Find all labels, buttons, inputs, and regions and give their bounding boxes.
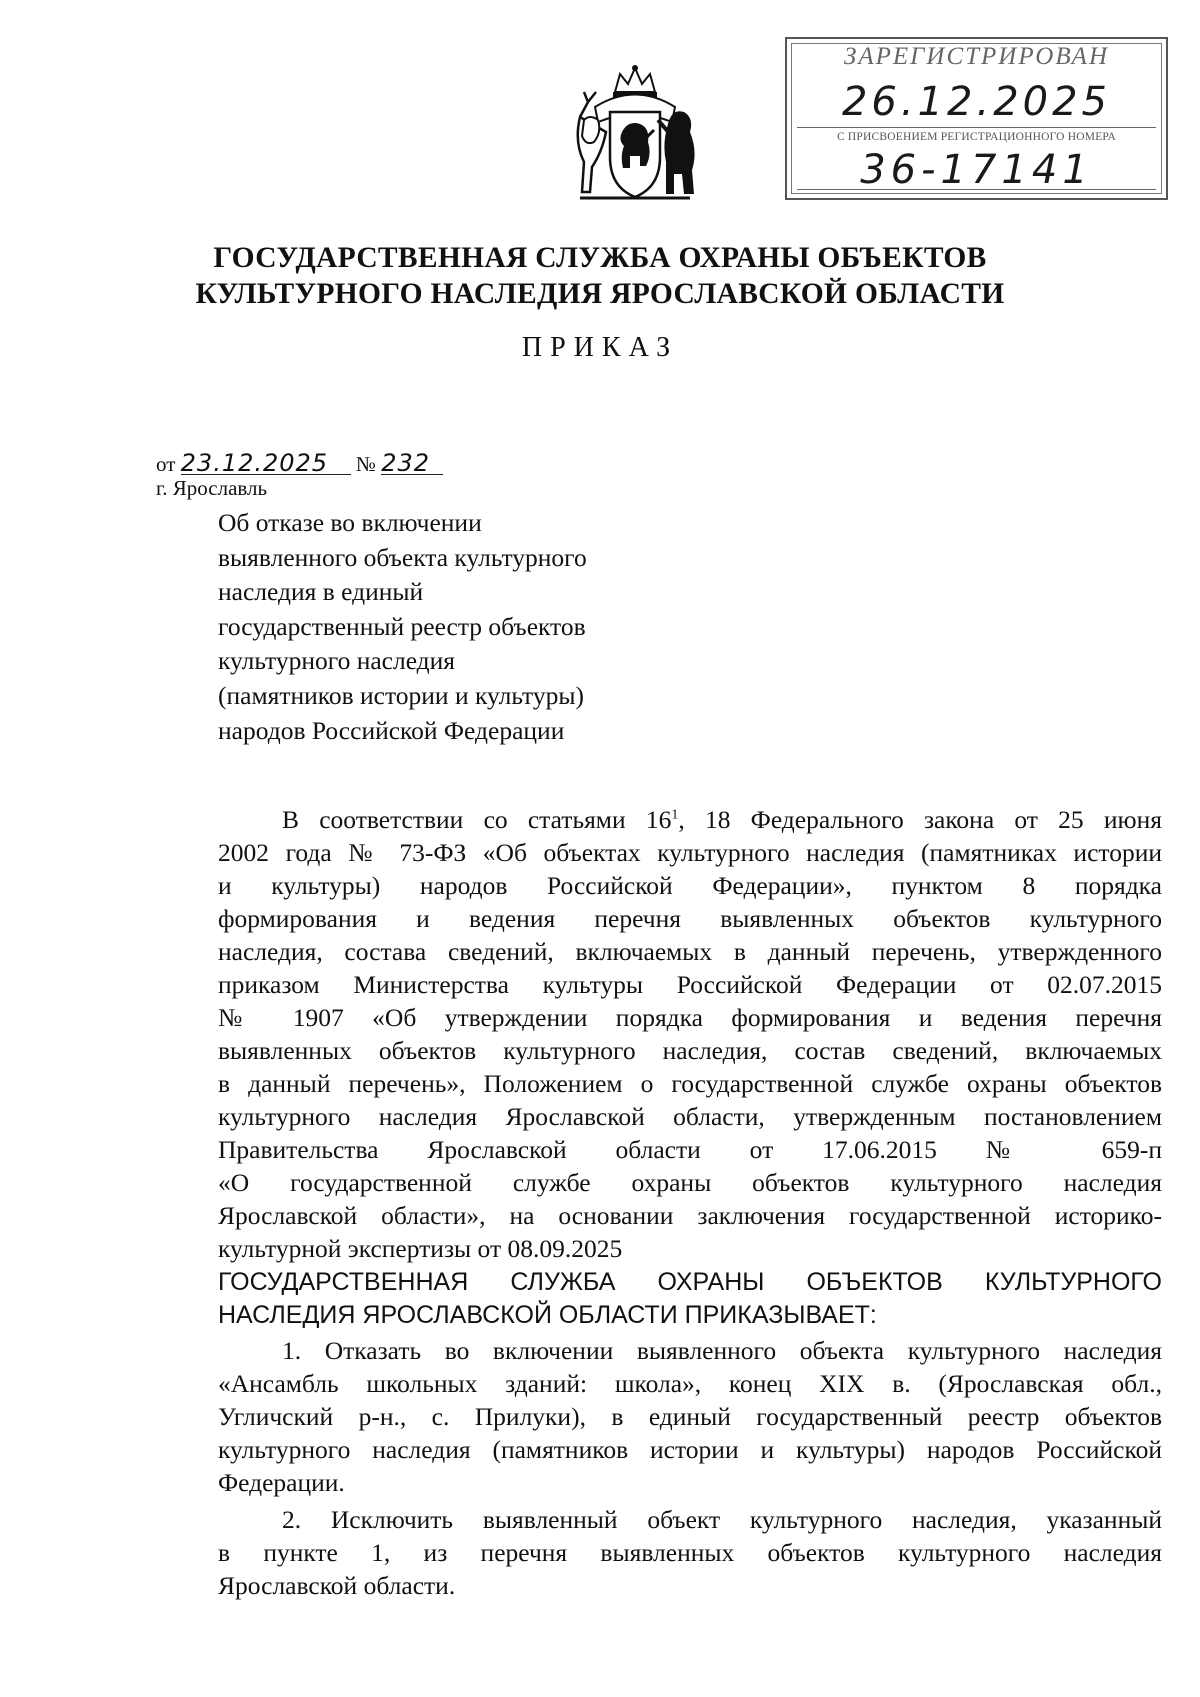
item-2-line: Ярославской области. xyxy=(218,1571,456,1600)
decree-line: НАСЛЕДИЯ ЯРОСЛАВСКОЙ ОБЛАСТИ ПРИКАЗЫВАЕТ: xyxy=(218,1301,877,1329)
subject-line: наследия в единый xyxy=(218,577,424,607)
subject-line: (памятников истории и культуры) xyxy=(218,680,584,710)
subject-line: народов Российской Федерации xyxy=(218,715,565,745)
subject-line: выявленного объекта культурного xyxy=(218,542,587,572)
body-line: 2002 года № 73-ФЗ «Об объектах культурного наследия (памятниках истории xyxy=(218,838,1162,867)
body-line: культурной экспертизы от 08.09.2025 xyxy=(218,1234,623,1263)
subject-line: культурного наследия xyxy=(218,646,456,676)
stamp-registration-number: 36-17141 xyxy=(860,147,1093,193)
from-label: от xyxy=(156,452,176,476)
stamp-caption: С ПРИСВОЕНИЕМ РЕГИСТРАЦИОННОГО НОМЕРА xyxy=(836,131,1117,143)
item-1-line: Угличский р-н., с. Прилуки), в единый государственный реестр объектов xyxy=(218,1402,1162,1431)
item-1-line: культурного наследия (памятников истории и культуры) народов Российской xyxy=(218,1435,1162,1464)
item-1-line: Федерации. xyxy=(218,1468,345,1497)
body-line: «О государственной службе охраны объектов культурного наследия xyxy=(218,1168,1162,1197)
item-2-line: в пункте 1, из перечня выявленных объектов культурного наследия xyxy=(218,1538,1162,1567)
order-date: 23.12.2025 xyxy=(181,452,351,475)
order-date-number xyxy=(156,449,443,477)
body-line: Правительства Ярославской области от 17.06.2015 № 659-п xyxy=(218,1135,1162,1164)
order-subject xyxy=(218,506,688,748)
body-line: № 1907 «Об утверждении порядка формирования и ведения перечня xyxy=(218,1003,1162,1032)
document-type-title: ПРИКАЗ xyxy=(521,332,679,363)
item-1-line: «Ансамбль школьных зданий: школа», конец XIX в. (Ярославская обл., xyxy=(218,1369,1162,1398)
order-number: 232 xyxy=(381,452,443,475)
body-line: культурного наследия Ярославской области, утвержденным постановлением xyxy=(218,1102,1162,1131)
city: г. Ярославль xyxy=(156,476,268,500)
subject-line: государственный реестр объектов xyxy=(218,611,586,641)
body-line: и культуры) народов Российской Федерации», пунктом 8 порядка xyxy=(218,871,1162,900)
yaroslavl-coat-of-arms-icon xyxy=(560,62,710,212)
body-line: наследия, состава сведений, включаемых в данный перечень, утвержденного xyxy=(218,937,1162,966)
stamp-title: ЗАРЕГИСТРИРОВАН xyxy=(843,43,1109,70)
item-1-line: 1. Отказать во включении выявленного объекта культурного наследия xyxy=(282,1336,1162,1365)
body-line: выявленных объектов культурного наследия, состав сведений, включаемых xyxy=(218,1036,1162,1065)
item-2-line: 2. Исключить выявленный объект культурного наследия, указанный xyxy=(282,1505,1162,1534)
body-line: формирования и ведения перечня выявленных объектов культурного xyxy=(218,904,1162,933)
number-label: № xyxy=(355,452,376,476)
decree-line: ГОСУДАРСТВЕННАЯ СЛУЖБА ОХРАНЫ ОБЪЕКТОВ КУЛЬТУРНОГО xyxy=(218,1268,1162,1296)
stamp-date: 26.12.2025 xyxy=(841,79,1112,125)
body-line: В соответствии со статьями $16^1$, 18 Федерального закона от 25 июня xyxy=(282,805,1162,834)
organization-name-line1: ГОСУДАРСТВЕННАЯ СЛУЖБА ОХРАНЫ ОБЪЕКТОВ xyxy=(213,242,987,274)
body-line: приказом Министерства культуры Российской Федерации от 02.07.2015 xyxy=(218,970,1162,999)
body-line: в данный перечень», Положением о государственной службе охраны объектов xyxy=(218,1069,1162,1098)
organization-name-line2: КУЛЬТУРНОГО НАСЛЕДИЯ ЯРОСЛАВСКОЙ ОБЛАСТИ xyxy=(195,278,1005,310)
subject-line: Об отказе во включении xyxy=(218,508,482,537)
body-line: Ярославской области», на основании заключения государственной историко- xyxy=(218,1201,1162,1230)
registration-stamp xyxy=(785,37,1168,200)
